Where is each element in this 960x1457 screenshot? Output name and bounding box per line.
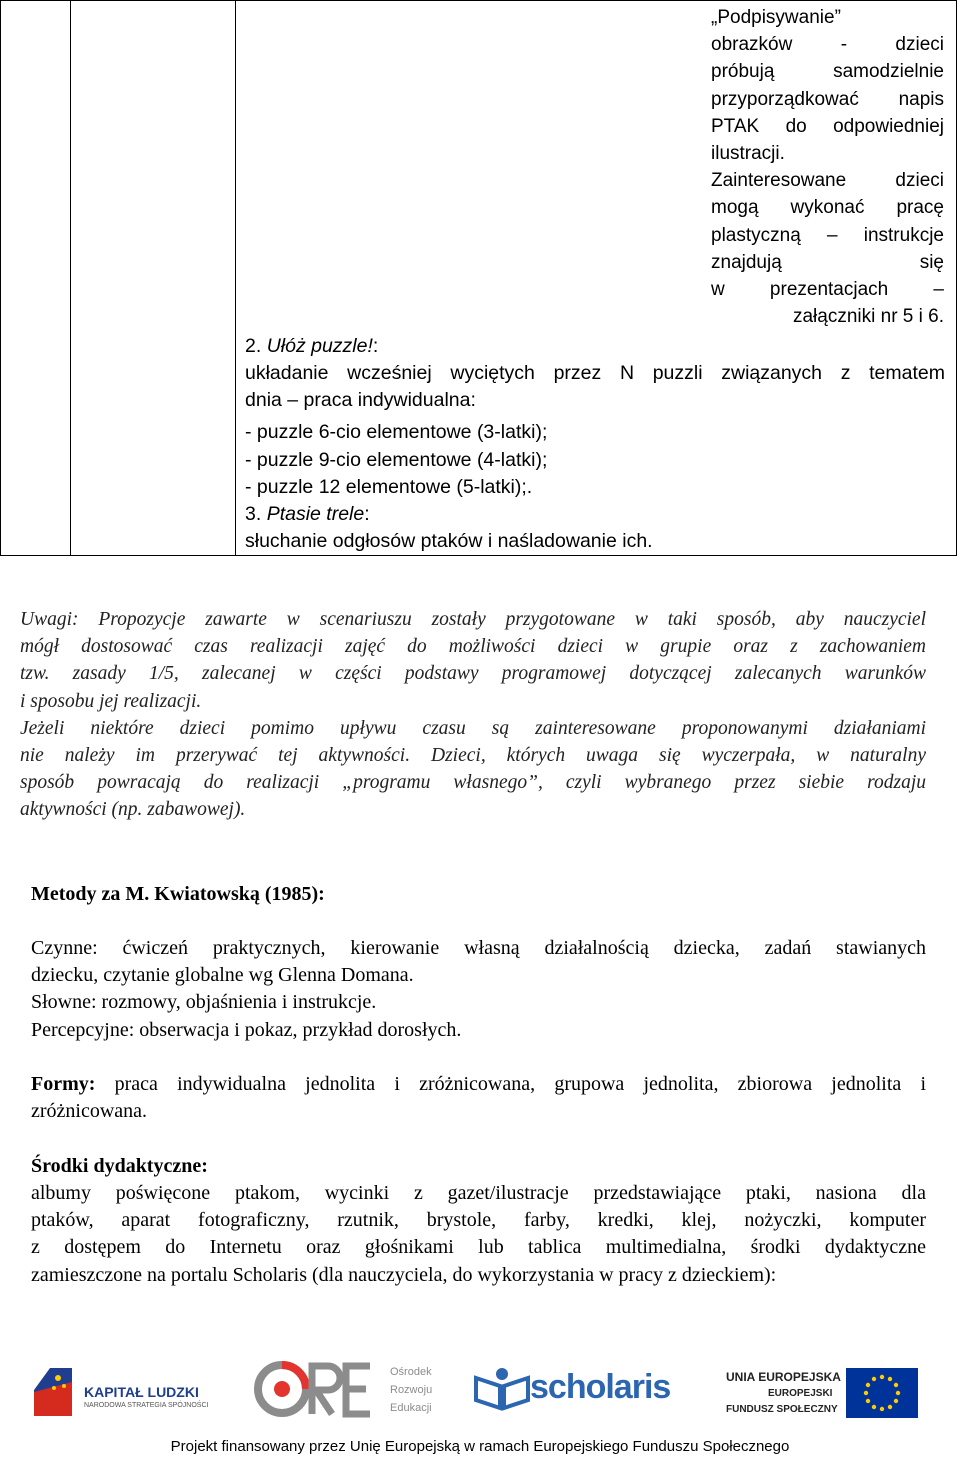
scholaris-wordmark: scholaris <box>530 1368 671 1406</box>
table-border-left <box>0 0 1 556</box>
methods-block <box>31 935 926 1044</box>
scholaris-logo <box>472 1364 672 1416</box>
ore-logo <box>250 1358 450 1420</box>
notes-line: mógł dostosować czas realizacji zajęć do możliwości dzieci w grupie oraz z zachowaniem <box>20 636 926 658</box>
notes-paragraph <box>20 606 926 824</box>
right-col-line: znajdują się <box>711 251 944 273</box>
teaching-aids-line: zamieszczone na portalu Scholaris (dla nauczyciela, do wykorzystania w pracy z dzieckiem): <box>31 1263 777 1286</box>
table-border-right <box>956 0 957 556</box>
right-col-line: załączniki nr 5 i 6. <box>792 306 944 328</box>
right-col-line: Zainteresowane dzieci <box>711 170 944 192</box>
table-right-column-text <box>711 4 944 330</box>
right-col-line: w prezentacjach – <box>711 279 944 301</box>
right-col-line: ilustracji. <box>711 143 785 165</box>
notes-line: nie należy im przerywać tej aktywności. Dzieci, których uwaga się wyczerpała, w naturalny <box>20 745 926 767</box>
teaching-aids-block <box>31 1180 926 1289</box>
right-col-line: próbują samodzielnie <box>711 61 944 83</box>
right-col-line: „Podpisywanie” <box>711 7 841 28</box>
eu-flag-icon <box>846 1368 918 1418</box>
methods-verbal: Słowne: rozmowy, objaśnienia i instrukcje. <box>31 991 377 1014</box>
kapital-ludzki-subtitle: NARODOWA STRATEGIA SPÓJNOŚCI <box>84 1402 209 1409</box>
item2-number: 2. <box>245 335 267 357</box>
item2-line: układanie wcześniej wyciętych przez N puzzli związanych z tematem <box>245 362 945 384</box>
right-col-line: mogą wykonać pracę <box>711 197 944 219</box>
teaching-aids-line: ptaków, aparat fotograficzny, rzutnik, brystole, farby, kredki, klej, nożyczki, komputer <box>31 1209 926 1232</box>
notes-line: Uwagi: Propozycje zawarte w scenariuszu zostały przygotowane w taki sposób, aby nauczyciel <box>20 609 926 630</box>
eu-line1: UNIA EUROPEJSKA <box>726 1370 841 1384</box>
item2-line: - puzzle 12 elementowe (5-latki);. <box>245 476 533 498</box>
methods-heading: Metody za M. Kwiatowską (1985): <box>31 883 325 905</box>
funding-footer: Projekt finansowany przez Unię Europejską w ramach Europejskiego Funduszu Społecznego <box>170 1438 790 1455</box>
item2-line: - puzzle 9-cio elementowe (4-latki); <box>245 449 548 471</box>
ore-line3: Edukacji <box>390 1402 432 1414</box>
right-col-line: obrazków - dzieci <box>711 34 944 56</box>
item3-title: Ptasie trele <box>266 503 365 525</box>
item3-colon: : <box>364 503 370 525</box>
kapital-ludzki-title: KAPITAŁ LUDZKI <box>84 1384 199 1400</box>
kapital-ludzki-logo <box>28 1362 208 1422</box>
teaching-aids-line: albumy poświęcone ptakom, wycinki z gazet/ilustracje przedstawiające ptaki, nasiona dla <box>31 1182 926 1204</box>
teaching-aids-heading: Środki dydaktyczne: <box>31 1155 208 1177</box>
kapital-ludzki-flag-icon <box>28 1362 78 1422</box>
lesson-table <box>0 0 958 556</box>
eu-line2: EUROPEJSKI <box>768 1388 833 1399</box>
right-col-line: PTAK do odpowiedniej <box>711 115 944 137</box>
notes-line: Jeżeli niektóre dzieci pomimo upływu czasu są zainteresowane proponowanymi działaniami <box>20 717 926 739</box>
ore-line1: Ośrodek <box>390 1366 432 1378</box>
forms-label: Formy: <box>31 1073 96 1095</box>
forms-block <box>31 1071 926 1125</box>
methods-active-line: dziecku, czytanie globalne wg Glenna Domana. <box>31 964 414 987</box>
item2-title: Ułóż puzzle! <box>266 335 373 357</box>
scholaris-book-icon <box>472 1366 532 1412</box>
right-col-line: plastyczną – instrukcje <box>711 224 944 246</box>
forms-text: praca indywidualna jednolita i zróżnicowana, grupowa jednolita, zbiorowa jednolita i <box>95 1073 926 1095</box>
item2-line: dnia – praca indywidualna: <box>245 389 476 411</box>
item2-heading <box>245 333 378 360</box>
methods-active-line: Czynne: ćwiczeń praktycznych, kierowanie własną działalnością dziecka, zadań stawianych <box>31 937 926 959</box>
item3-heading <box>245 501 370 528</box>
table-border-bottom <box>0 555 957 556</box>
notes-line: sposób powracają do realizacji „programu własnego”, czyli wybranego przez siebie rodzaju <box>20 772 926 794</box>
eu-line3: FUNDUSZ SPOŁECZNY <box>726 1404 838 1415</box>
notes-line: aktywności (np. zabawowej). <box>20 799 246 821</box>
item2-colon: : <box>372 335 379 357</box>
methods-perceptual: Percepcyjne: obserwacja i pokaz, przykład dorosłych. <box>31 1018 462 1041</box>
item3-number: 3. <box>245 503 267 525</box>
forms-line <box>31 1071 926 1098</box>
item2-line: - puzzle 6-cio elementowe (3-latki); <box>245 421 548 443</box>
item3-line: słuchanie odgłosów ptaków i naśladowanie ich. <box>245 530 653 552</box>
right-col-line: przyporządkować napis <box>711 88 944 110</box>
eu-logo <box>718 1360 928 1422</box>
table-border-top <box>0 0 957 1</box>
table-border-col1 <box>70 0 71 556</box>
ore-letters-icon <box>250 1358 380 1420</box>
ore-line2: Rozwoju <box>390 1384 433 1396</box>
footer-logos <box>0 1350 960 1430</box>
table-border-col2 <box>235 0 236 556</box>
notes-line: tzw. zasady 1/5, zalecanej w części podstawy programowej dotyczącej zalecanych warunków <box>20 663 926 685</box>
forms-line: zróżnicowana. <box>31 1100 148 1123</box>
notes-line: i sposobu jej realizacji. <box>20 690 202 712</box>
teaching-aids-line: z dostępem do Internetu oraz głośnikami lub tablica multimedialna, środki dydaktyczne <box>31 1236 926 1259</box>
